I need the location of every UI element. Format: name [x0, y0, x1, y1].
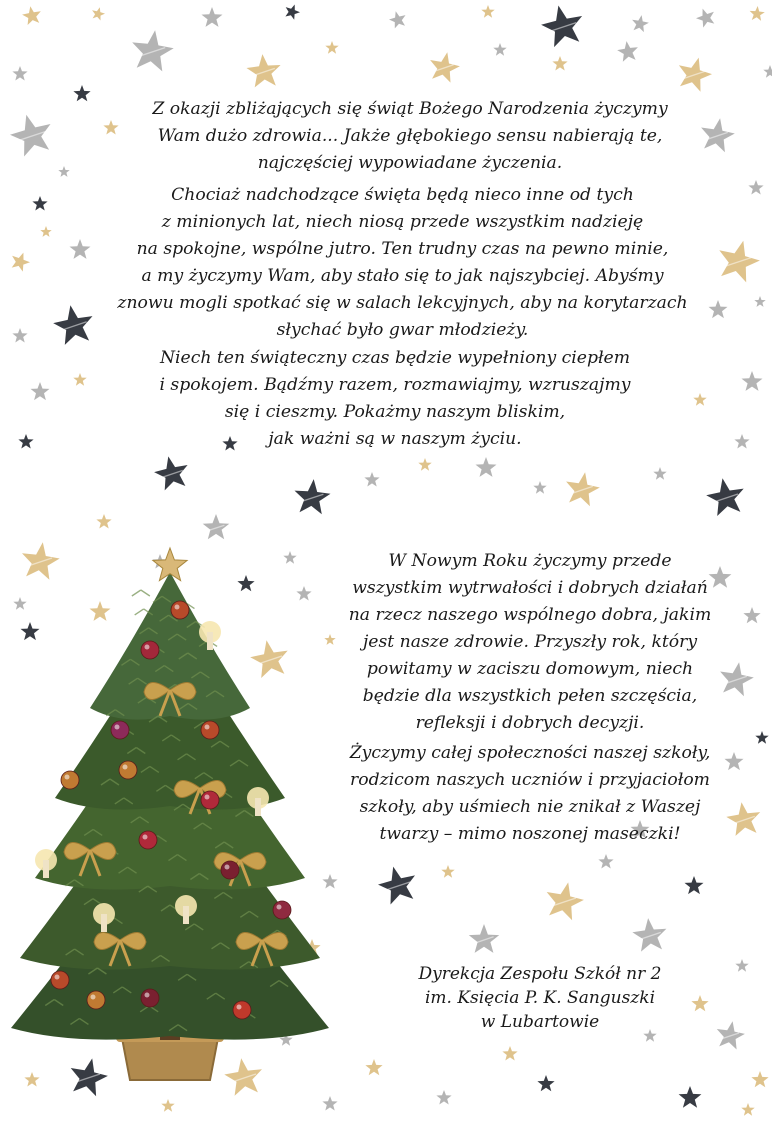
- star-icon: [154, 456, 188, 490]
- text-line: jak ważni są w naszym życiu.: [268, 429, 522, 449]
- paragraph-hope: [95, 182, 710, 344]
- bauble-icon: [61, 771, 79, 789]
- text-line: rodzicom naszych uczniów i przyjaciołom: [350, 770, 710, 790]
- text-line: Chociaż nadchodzące święta będą nieco inne od tych: [171, 185, 634, 205]
- text-line: z minionych lat, niech niosą przede wszystkim nadzieję: [161, 212, 644, 232]
- star-icon: [12, 253, 30, 272]
- star-icon: [742, 371, 763, 391]
- star-icon: [685, 876, 704, 894]
- text-line: słychać było gwar młodzieży.: [276, 320, 529, 340]
- bauble-shine: [145, 645, 150, 650]
- star-icon: [755, 731, 768, 744]
- star-icon: [364, 472, 379, 487]
- star-icon: [295, 479, 331, 514]
- star-icon: [22, 6, 41, 25]
- tree-needle: [132, 590, 150, 596]
- text-line: twarzy – mimo noszonej maseczki!: [379, 824, 681, 844]
- star-icon: [325, 41, 338, 54]
- star-icon: [70, 239, 91, 259]
- text-line: najczęściej wypowiadane życzenia.: [257, 153, 563, 173]
- star-icon: [161, 1099, 174, 1112]
- star-icon: [40, 226, 51, 237]
- star-icon: [203, 514, 230, 539]
- bauble-shine: [205, 725, 210, 730]
- text-line: Życzymy całej społeczności naszej szkoły,: [349, 743, 711, 763]
- bauble-shine: [115, 725, 120, 730]
- bauble-icon: [221, 861, 239, 879]
- bauble-shine: [225, 865, 230, 870]
- candle-icon: [101, 914, 107, 932]
- star-icon: [481, 5, 494, 18]
- signature: [395, 962, 685, 1034]
- star-icon: [750, 6, 765, 21]
- star-icon: [502, 1046, 517, 1061]
- text-line: a my życzymy Wam, aby stało się to jak najszybciej. Abyśmy: [141, 266, 664, 286]
- text-line: powitamy w zaciszu domowym, niech: [366, 659, 694, 679]
- bauble-shine: [65, 775, 70, 780]
- bauble-icon: [51, 971, 69, 989]
- bauble-icon: [233, 1001, 251, 1019]
- bauble-icon: [171, 601, 189, 619]
- candle-icon: [207, 632, 213, 650]
- paragraph-greeting-intro: [110, 96, 710, 177]
- candle-icon: [183, 906, 189, 924]
- bauble-icon: [139, 831, 157, 849]
- star-icon: [58, 166, 69, 177]
- star-icon: [734, 434, 749, 449]
- star-icon: [31, 382, 50, 400]
- bauble-shine: [175, 605, 180, 610]
- star-icon: [632, 918, 666, 952]
- text-line: Z okazji zbliżających się świąt Bożego Narodzenia życzymy: [152, 99, 668, 119]
- star-icon: [389, 11, 406, 28]
- bauble-shine: [123, 765, 128, 770]
- paragraph-community-wishes: [320, 740, 740, 848]
- text-line: refleksji i dobrych decyzji.: [415, 713, 645, 733]
- bauble-shine: [277, 905, 282, 910]
- star-icon: [552, 56, 567, 71]
- star-icon: [598, 854, 613, 869]
- text-line: Wam dużo zdrowia... Jakże głębokiego sensu nabierają te,: [157, 126, 663, 146]
- star-icon: [436, 1090, 451, 1105]
- bauble-shine: [237, 1005, 242, 1010]
- star-icon: [10, 115, 51, 157]
- star-icon: [12, 66, 27, 81]
- star-icon: [763, 65, 772, 78]
- christmas-tree-illustration: [0, 540, 340, 1100]
- star-icon: [73, 373, 86, 386]
- star-icon: [541, 6, 582, 48]
- star-icon: [96, 514, 111, 529]
- star-icon: [365, 1059, 382, 1075]
- candle-icon: [43, 860, 49, 878]
- star-icon: [743, 607, 760, 623]
- star-icon: [741, 1103, 754, 1116]
- star-icon: [247, 54, 281, 87]
- star-icon: [617, 41, 638, 62]
- text-line: na spokojne, wspólne jutro. Ten trudny czas na pewno minie,: [136, 239, 669, 259]
- star-icon: [73, 85, 90, 101]
- star-icon: [92, 7, 105, 20]
- bauble-shine: [205, 795, 210, 800]
- star-icon: [132, 30, 174, 71]
- star-icon: [285, 5, 300, 20]
- text-line: znowu mogli spotkać się w salach lekcyjnych, aby na korytarzach: [117, 293, 688, 313]
- text-line: wszystkim wytrwałości i dobrych działań: [352, 578, 708, 598]
- star-icon: [32, 196, 47, 211]
- star-icon: [709, 300, 728, 318]
- star-icon: [441, 865, 454, 878]
- star-icon: [632, 15, 649, 32]
- paragraph-warmth: [130, 345, 660, 453]
- star-icon: [202, 7, 223, 27]
- text-line: Niech ten świąteczny czas będzie wypełniony ciepłem: [160, 348, 630, 368]
- bauble-icon: [273, 901, 291, 919]
- paragraph-new-year: [320, 548, 740, 737]
- text-line: i spokojem. Bądźmy razem, rozmawiajmy, wzruszajmy: [159, 375, 631, 395]
- candle-icon: [255, 798, 261, 816]
- star-icon: [53, 305, 92, 345]
- bauble-icon: [201, 721, 219, 739]
- bauble-icon: [141, 989, 159, 1007]
- star-icon: [469, 924, 499, 953]
- text-line: W Nowym Roku życzymy przede: [388, 551, 672, 571]
- signature-line: w Lubartowie: [480, 1012, 600, 1032]
- star-icon: [751, 1071, 768, 1087]
- star-icon: [476, 457, 497, 477]
- star-icon: [18, 434, 33, 449]
- signature-line: Dyrekcja Zespołu Szkół nr 2: [418, 964, 662, 984]
- star-icon: [754, 296, 765, 307]
- bauble-shine: [143, 835, 148, 840]
- tree-foliage: [90, 572, 250, 720]
- star-icon: [735, 959, 748, 972]
- text-line: się i cieszmy. Pokażmy naszym bliskim,: [224, 402, 566, 422]
- bauble-icon: [87, 991, 105, 1009]
- bauble-shine: [91, 995, 96, 1000]
- bauble-icon: [141, 641, 159, 659]
- text-line: będzie dla wszystkich pełen szczęścia,: [362, 686, 698, 706]
- star-icon: [679, 1086, 702, 1108]
- bauble-shine: [145, 993, 150, 998]
- star-icon: [12, 328, 27, 343]
- bauble-shine: [55, 975, 60, 980]
- star-icon: [706, 478, 744, 516]
- bauble-icon: [201, 791, 219, 809]
- star-icon: [748, 180, 763, 195]
- tree-pot: [122, 1038, 218, 1080]
- star-icon: [493, 43, 506, 56]
- bauble-icon: [119, 761, 137, 779]
- star-icon: [418, 458, 431, 471]
- signature-line: im. Księcia P. K. Sanguszki: [424, 988, 656, 1008]
- star-icon: [691, 995, 708, 1011]
- star-icon: [653, 467, 666, 480]
- text-line: szkoły, aby uśmiech nie znikał z Waszej: [359, 797, 701, 817]
- bauble-icon: [111, 721, 129, 739]
- star-icon: [378, 867, 415, 905]
- star-icon: [696, 9, 714, 28]
- text-line: na rzecz naszego wspólnego dobra, jakim: [348, 605, 712, 625]
- star-icon: [693, 393, 706, 406]
- star-icon: [533, 481, 546, 494]
- star-icon: [537, 1075, 554, 1091]
- text-line: jest nasze zdrowie. Przyszły rok, który: [362, 632, 698, 652]
